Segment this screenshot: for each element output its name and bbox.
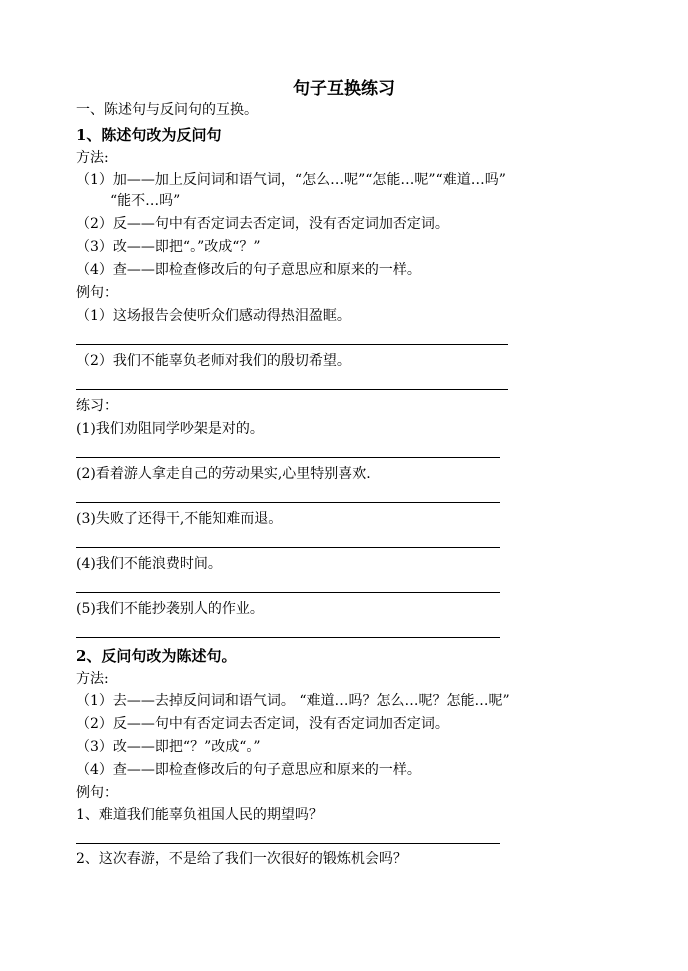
part2-heading: 2、反问句改为陈述句。 [76,647,237,665]
part1-method-1-cont: “能不…吗” [110,193,181,209]
part1-heading: 1、陈述句改为反问句 [76,126,222,144]
part1-exercise-4: (4)我们不能浪费时间。 [76,556,222,572]
part1-exercise-2: (2)看着游人拿走自己的劳动果实,心里特别喜欢. [76,466,371,482]
part1-method-4: （4）查——即检查修改后的句子意思应和原来的一样。 [76,262,421,278]
part1-exercise-1: (1)我们劝阻同学吵架是对的。 [76,421,264,437]
page-title: 句子互换练习 [293,79,395,99]
part1-example-1: （1）这场报告会使听众们感动得热泪盈眶。 [76,308,351,324]
part2-method-4: （4）查——即检查修改后的句子意思应和原来的一样。 [76,762,421,778]
part2-method-label: 方法: [76,671,109,687]
answer-line [76,502,500,503]
part2-example-2: 2、这次春游，不是给了我们一次很好的锻炼机会吗？ [76,851,407,867]
answer-line [76,389,508,390]
part1-exercise-5: (5)我们不能抄袭别人的作业。 [76,601,264,617]
answer-line [76,592,500,593]
answer-line [76,637,500,638]
part2-method-2: （2）反——句中有否定词去否定词，没有否定词加否定词。 [76,716,449,732]
part2-method-1: （1）去——去掉反问词和语气词。 “难道…吗？怎么…呢？怎能…呢” [76,693,510,709]
answer-line [76,547,500,548]
part1-method-label: 方法: [76,150,109,166]
part2-example-1: 1、难道我们能辜负祖国人民的期望吗？ [76,807,323,823]
part1-method-1: （1）加——加上反问词和语气词，“怎么…呢”“怎能…呢”“难道…吗” [76,172,506,188]
part1-exercise-3: (3)失败了还得干,不能知难而退。 [76,511,283,527]
part2-method-3: （3）改——即把“？”改成“。” [76,739,261,755]
part1-exercise-label: 练习： [76,398,118,414]
part1-example-2: （2）我们不能辜负老师对我们的殷切希望。 [76,353,351,369]
part1-example-label: 例句： [76,285,118,301]
section-heading: 一、陈述句与反问句的互换。 [76,102,258,118]
part1-method-2: （2）反——句中有否定词去否定词，没有否定词加否定词。 [76,216,449,232]
part2-example-label: 例句： [76,785,118,801]
answer-line [76,457,500,458]
answer-line [76,843,500,844]
answer-line [76,344,508,345]
part1-method-3: （3）改——即把“。”改成“？” [76,239,261,255]
